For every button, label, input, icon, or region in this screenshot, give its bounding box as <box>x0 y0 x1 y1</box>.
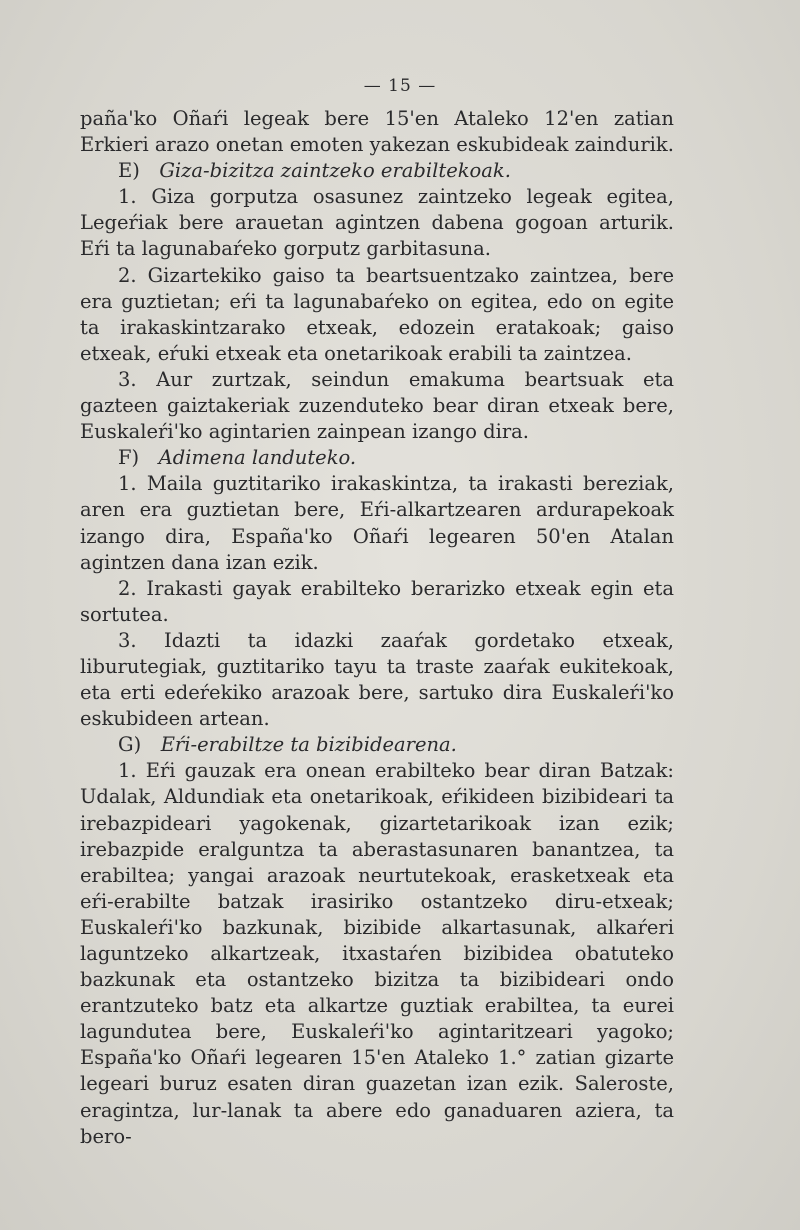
paragraph: 3. Idazti ta idazki zaaŕak gordetako etxeak, liburutegiak, guztitariko tayu ta traste zaaŕak eukitekoak, eta erti edeŕekiko arazoak bere, sartuko dira Euskaleŕi'ko eskubideen artean. <box>80 628 674 731</box>
section-heading <box>80 732 674 758</box>
paragraph: 1. Eŕi gauzak era onean erabilteko bear diran Batzak: Udalak, Aldundiak eta onetarikoak, eŕikideen bizibideari ta irebazpideari yagokenak, gizartetarikoak izan ezik; irebazpide eralguntza ta aberastasunaren banantzea, ta erabiltea; yangai arazoak neurtutekoak, erasketxeak eta eŕi-erabilte batzak irasiriko ostantzeko diru-etxeak; Euskaleŕi'ko bazkunak, bizibide alkartasunak, alkaŕeri laguntzeko alkartzeak, itxastaŕen bizibidea obatuteko bazkunak eta ostantzeko bizitza ta bizibideari ondo erantzuteko batz eta alkartze guztiak erabiltea, ta eurei lagundutea bere, Euskaleŕi'ko agintaritzeari yagoko; España'ko Oñaŕi legearen 15'en Ataleko 1.° zatian gizarte legeari buruz esaten diran guazetan izan ezik. Saleroste, eragintza, lur-lanak ta abere edo ganaduaren aziera, ta bero- <box>80 759 674 1148</box>
paragraph: paña'ko Oñaŕi legeak bere 15'en Ataleko 12'en zatian Erkieri arazo onetan emoten yakezan eskubideak zaindurik. <box>80 107 674 157</box>
paragraph: 2. Gizartekiko gaiso ta beartsuentzako zaintzea, bere era guztietan; eŕi ta lagunabaŕeko on egitea, edo on egite ta irakaskintzarako etxeak, edozein eratakoak; gaiso etxeak, eŕuki etxeak eta onetarikoak erabili ta zaintzea. <box>80 263 674 365</box>
section-label: E) <box>118 159 140 183</box>
paragraph: 1. Maila guztitariko irakaskintza, ta irakasti bereziak, aren era guztietan bere, Eŕi-alkartzearen ardurapekoak izango dira, España'ko Oñaŕi legearen 50'en Atalan agintzen dana izan ezik. <box>80 472 674 574</box>
page-number: — 15 — <box>363 76 437 96</box>
section-heading <box>80 445 674 471</box>
section-title: Eŕi-erabiltze ta bizibidearena. <box>160 733 457 757</box>
paragraph: 2. Irakasti gayak erabilteko berarizko etxeak egin eta sortutea. <box>80 576 674 626</box>
paragraph: 3. Aur zurtzak, seindun emakuma beartsuak eta gazteen gaiztakeriak zuzenduteko bear diran etxeak bere, Euskaleŕi'ko agintarien zainpean izango dira. <box>80 367 674 444</box>
section-heading <box>80 158 674 184</box>
section-label: G) <box>118 733 142 757</box>
body-text <box>80 106 674 1150</box>
section-title: Adimena landuteko. <box>158 446 357 470</box>
paragraph: 1. Giza gorputza osasunez zaintzeko legeak egitea, Legeŕiak bere arauetan agintzen dabena gogoan arturik. Eŕi ta lagunabaŕeko gorputz garbitasuna. <box>80 185 674 261</box>
section-label: F) <box>118 446 140 470</box>
section-title: Giza-bizitza zaintzeko erabiltekoak. <box>159 159 511 183</box>
